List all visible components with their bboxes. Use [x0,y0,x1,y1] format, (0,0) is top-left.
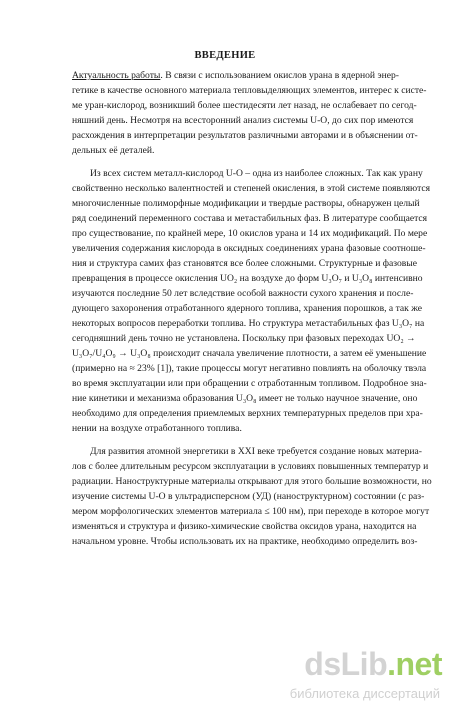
paragraph-line: необходимо для определения приемлемых верхних температурных пределов при хра- [72,408,423,419]
paragraph-line: дующего захоронения отработанного ядерного топлива, хранения порошков, а так же [72,303,422,314]
paragraph-line: ряд соединений переменного состава и метастабильных фаз. В литературе сообщается [72,213,428,224]
paragraph-line: изучаются последние 50 лет вследствие особой важности сухого хранения и после- [72,288,414,299]
paragraph-line: ме уран-кислород, возникший более шестидесяти лет назад, не ослабевает по сегод- [72,100,417,111]
section-label: Актуальность работы [72,70,161,81]
paragraph-line: расхождения в интерпретации результатов различными авторами и в объяснении от- [72,130,418,141]
watermark-subtitle: библиотека диссертаций [289,686,440,701]
paragraph-line: начальном уровне. Чтобы использовать их на практике, необходимо определить воз- [72,536,418,547]
watermark-logo: dsLib.net [304,646,442,682]
page-title: ВВЕДЕНИЕ [194,50,256,61]
paragraph-line: изучение системы U-O в ультрадисперсном (УД) (наноструктурном) состоянии (с раз- [72,491,425,502]
paragraph-line: Для развития атомной энергетики в XXI веке требуется создание новых материа- [90,446,422,457]
paragraph-line: изменяться и структура и физико-химические свойства оксидов урана, находится на [72,521,417,532]
paragraph-line: ния и структура самих фаз становятся все более сложными. Структурные и фазовые [72,258,417,269]
watermark [252,646,442,704]
paragraph-line: свойственно несколько валентностей и степеней окисления, в этой системе появляются [72,183,431,194]
paragraph-line: U₃O₇/U₄O₉ → U₃O₈ происходит сначала увеличение плотности, а затем её уменьшение [72,348,427,359]
paragraph-line: радиации. Наноструктурные материалы открывают для этого большие возможности, но [72,476,432,487]
paragraph-line: (примерно на ≈ 23% [1]), такие процессы могут негативно повлиять на оболочку твэла [72,363,427,374]
paragraph-line: гетике в качестве основного материала тепловыделяющих элементов, интерес к систе- [72,85,427,96]
paragraph-line: Из всех систем металл-кислород U-O – одна из наиболее сложных. Так как урану [90,168,423,179]
paragraph-line: ние кинетики и механизма образования U₃O₈ имеет не только научное значение, оно [72,393,418,404]
paragraph-line: дельных её деталей. [72,145,155,156]
paragraph-line: про существование, по крайней мере, 10 окислов урана и 14 их модификаций. По мере [72,228,428,239]
paragraph-line: няшний день. Несмотря на всесторонний анализ системы U-O, до сих пор имеются [72,115,414,126]
paragraph-line: сегодняшний день точно не установлена. Поскольку при фазовых переходах UO₂ → [72,333,416,344]
paragraph-line: во время эксплуатации или при обращении с отработанным топливом. Подробное зна- [72,378,427,389]
paragraph-line: мером морфологических элементов материала ≤ 100 нм), при переходе в которое могут [72,506,430,517]
paragraph-line: многочисленные полиморфные модификации и твердые растворы, обнаружен целый [72,198,420,209]
paragraph-line: Актуальность работы. В связи с использованием окислов урана в ядерной энер- [72,70,399,81]
paragraph-line: лов с более длительным ресурсом эксплуатации в условиях повышенных температур и [72,461,429,472]
paragraph-line: нении на воздухе отработанного топлива. [72,423,242,434]
paragraph-line: увеличения содержания кислорода в оксидных соединениях урана фазовые соотноше- [72,243,426,254]
paragraph-line: некоторых вопросов переработки топлива. Но структура метастабильных фаз U₃O₇ на [72,318,425,329]
paragraph-line: превращения в процессе окисления UO₂ на воздухе до форм U₃O₇ и U₃O₈ интенсивно [72,273,423,284]
